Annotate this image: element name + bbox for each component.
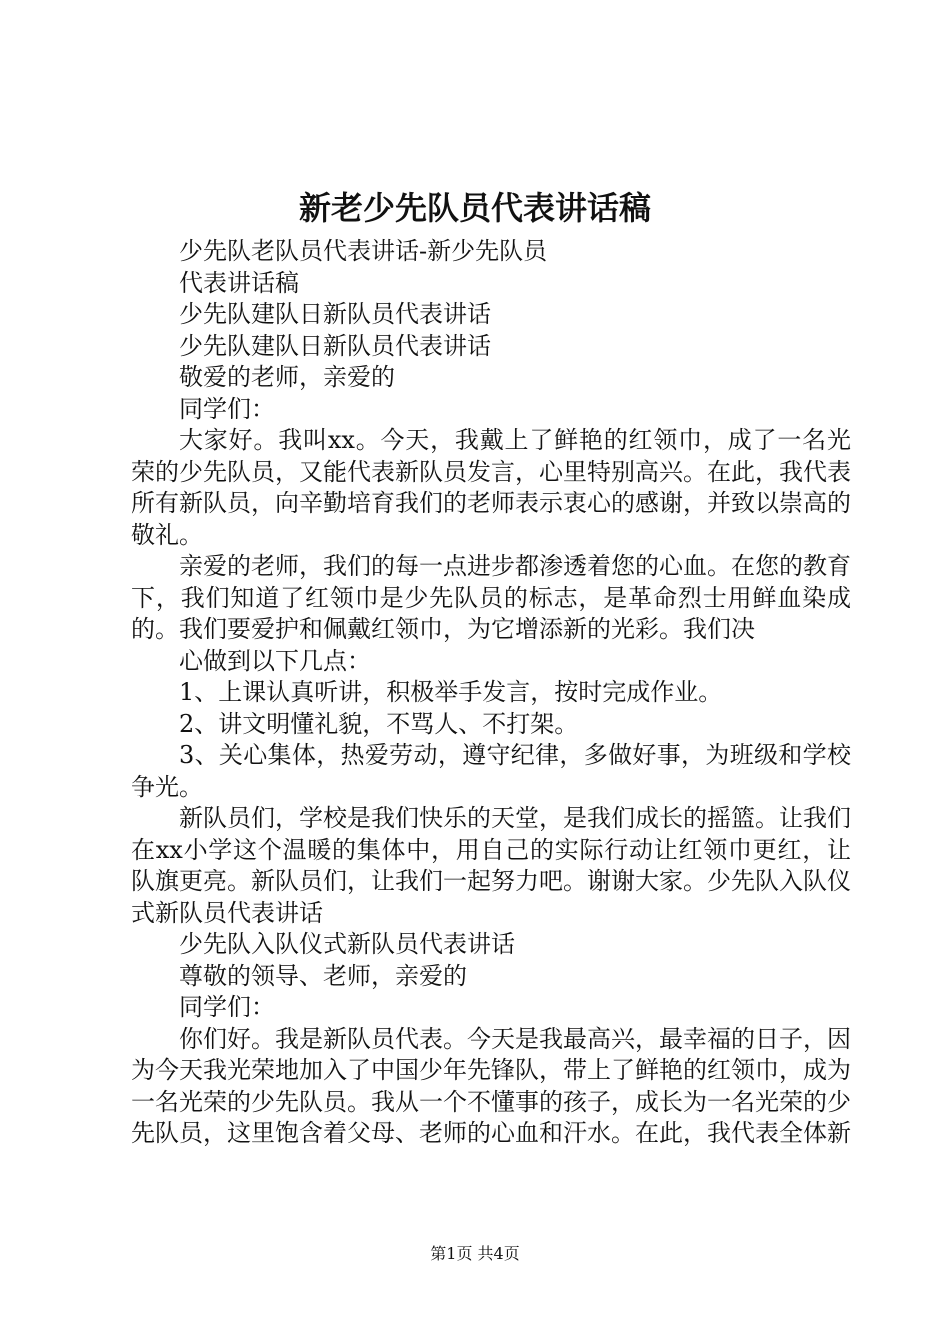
- paragraph: 尊敬的领导、老师，亲爱的: [179, 961, 467, 990]
- paragraph: 新队员们，学校是我们快乐的天堂，是我们成长的摇篮。让我们在xx小学这个温暖的集体中，用自己的实际行动让红领巾更红，让队旗更亮。新队员们，让我们一起努力吧。谢谢大家。少先队入队仪式新队员代表讲话: [131, 804, 851, 927]
- paragraph: 同学们：: [179, 394, 275, 423]
- paragraph: 少先队老队员代表讲话-新少先队员: [179, 237, 548, 265]
- page-number-footer: 第1页 共4页: [430, 1244, 520, 1263]
- paragraph: 少先队入队仪式新队员代表讲话: [179, 930, 515, 958]
- paragraph: 少先队建队日新队员代表讲话: [179, 331, 491, 360]
- paragraph: 同学们：: [179, 993, 275, 1021]
- paragraph: 少先队建队日新队员代表讲话: [179, 300, 491, 328]
- paragraph: 敬爱的老师，亲爱的: [179, 363, 395, 391]
- document-body: [131, 236, 851, 1150]
- list-item: 2、讲文明懂礼貌，不骂人、不打架。: [179, 709, 579, 738]
- paragraph: 大家好。我叫xx。今天，我戴上了鲜艳的红领巾，成了一名光荣的少先队员，又能代表新队员发言，心里特别高兴。在此，我代表所有新队员，向辛勤培育我们的老师表示衷心的感谢，并致以崇高的敬礼。: [131, 426, 851, 549]
- paragraph: 代表讲话稿: [179, 268, 299, 297]
- document-title: 新老少先队员代表讲话稿: [298, 189, 651, 227]
- paragraph: 心做到以下几点：: [179, 646, 371, 675]
- paragraph: 亲爱的老师，我们的每一点进步都渗透着您的心血。在您的教育下，我们知道了红领巾是少先队员的标志，是革命烈士用鲜血染成的。我们要爱护和佩戴红领巾，为它增添新的光彩。我们决: [131, 552, 851, 643]
- paragraph: 你们好。我是新队员代表。今天是我最高兴，最幸福的日子，因为今天我光荣地加入了中国少年先锋队，带上了鲜艳的红领巾，成为一名光荣的少先队员。我从一个不懂事的孩子，成长为一名光荣的少先队员，这里饱含着父母、老师的心血和汗水。在此，我代表全体新: [131, 1024, 851, 1147]
- list-item: 3、关心集体，热爱劳动，遵守纪律，多做好事，为班级和学校争光。: [131, 741, 851, 801]
- list-item: 1、上课认真听讲，积极举手发言，按时完成作业。: [179, 678, 723, 706]
